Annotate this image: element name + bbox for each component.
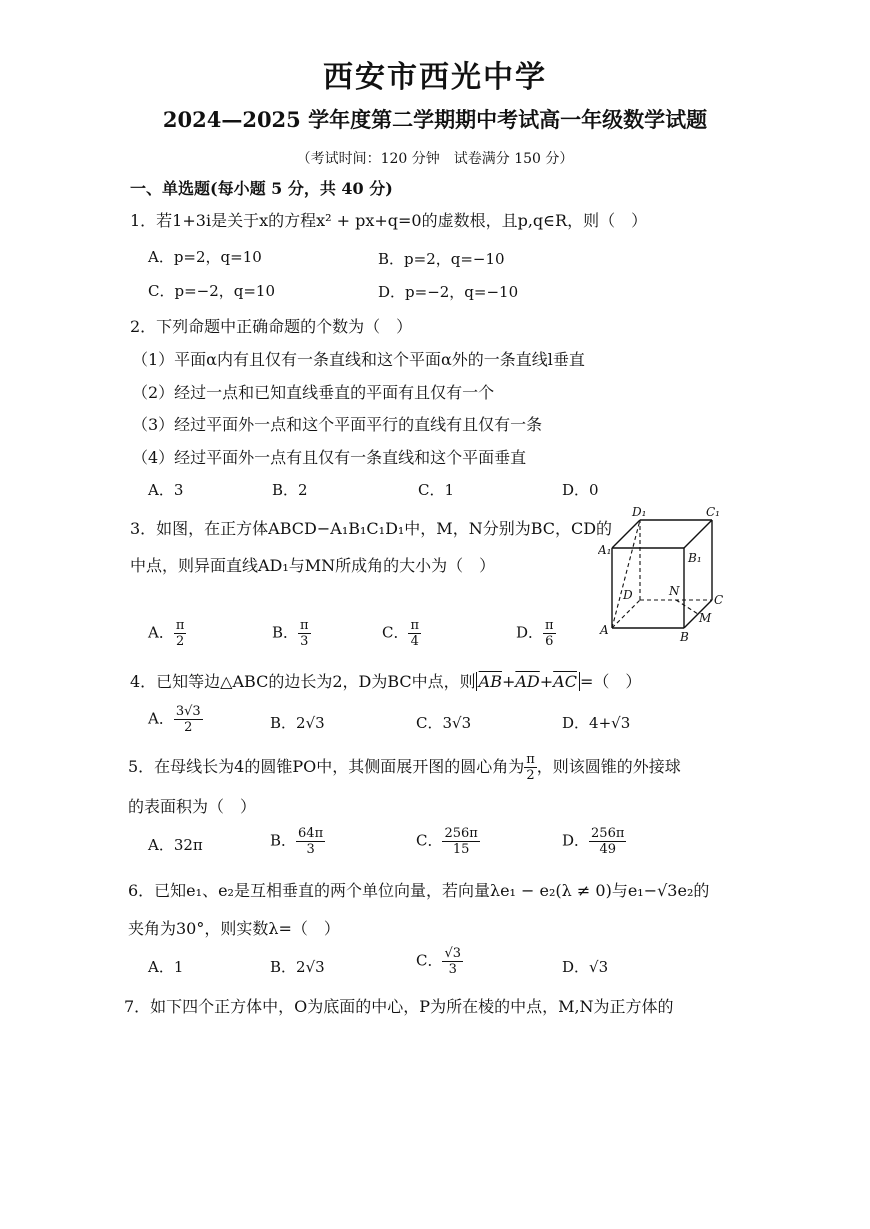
q6-option-d: D．√3 (562, 958, 609, 976)
q3-option-d (516, 618, 556, 649)
q3-option-b (272, 618, 311, 649)
q4-vector-ac: $\overline{AC}$ (553, 672, 577, 691)
q6-option-c-letter: C． (416, 951, 443, 970)
q3-option-a-letter: A． (148, 623, 174, 642)
q1-option-c: C．p=−2，q=10 (148, 282, 276, 300)
q5-option-d-fraction (589, 826, 626, 857)
q6-stem-line1: 6．已知e₁、e₂是互相垂直的两个单位向量，若向量λe₁ − e₂(λ ≠ 0)与e₁−√3e₂的 (128, 881, 710, 900)
q5-option-d (562, 826, 626, 857)
label-n: N (669, 584, 680, 598)
exam-info: （考试时间：120 分钟 试卷满分 150 分） (296, 151, 574, 167)
q3-option-c-fraction (408, 618, 421, 649)
q3-option-c-num: π (410, 618, 420, 633)
q2-stem: 2．下列命题中正确命题的个数为（ ） (130, 317, 413, 336)
q3-stem-line2: 中点，则异面直线AD₁与MN所成角的大小为（ ） (130, 556, 496, 575)
q2-item-3: （3）经过平面外一点和这个平面平行的直线有且仅有一条 (132, 415, 543, 434)
q3-stem-line1: 3．如图，在正方体ABCD−A₁B₁C₁D₁中，M，N分别为BC，CD的 (130, 519, 613, 538)
edge-d1a1 (612, 520, 640, 548)
q6-option-c (416, 946, 463, 977)
q5-option-c-num: 256π (444, 826, 478, 841)
edge-b1c1 (684, 520, 712, 548)
q3-option-b-num: π (300, 618, 309, 633)
q5-stem-fraction (524, 752, 537, 783)
q6-option-b: B．2√3 (270, 958, 325, 976)
q2-item-2: （2）经过一点和已知直线垂直的平面有且仅有一个 (132, 383, 495, 402)
q5-stem-suffix: ，则该圆锥的外接球 (536, 757, 681, 776)
q6-option-c-fraction (442, 946, 463, 977)
q5-option-d-letter: D． (562, 831, 590, 850)
q3-option-d-letter: D． (516, 623, 544, 642)
label-a: A (600, 623, 609, 637)
label-a1: A₁ (598, 543, 612, 557)
q5-option-c (416, 826, 480, 857)
q7-stem: 7．如下四个正方体中，O为底面的中心，P为所在棱的中点，M,N为正方体的 (124, 997, 674, 1016)
q3-option-b-fraction (298, 618, 311, 649)
q2-item-4: （4）经过平面外一点有且仅有一条直线和这个平面垂直 (132, 448, 527, 467)
q3-option-c (382, 618, 421, 649)
q5-option-c-fraction (442, 826, 479, 857)
q4-vector-ab: $\overline{AB}$ (478, 672, 502, 691)
q5-option-a: A．32π (148, 836, 203, 854)
q5-stem-line1 (128, 752, 681, 783)
q3-option-b-letter: B． (272, 623, 299, 642)
q4-option-a (148, 704, 203, 735)
label-d1: D₁ (632, 505, 647, 519)
label-c: C (714, 593, 724, 607)
q6-option-a: A．1 (148, 958, 184, 976)
q5-option-c-den: 15 (452, 842, 470, 857)
q5-option-b-letter: B． (270, 831, 297, 850)
q5-option-d-num: 256π (591, 826, 625, 841)
q5-option-c-letter: C． (416, 831, 443, 850)
q1-stem: 1．若1+3i是关于x的方程x² + px+q=0的虚数根，且p,q∈R，则（ ） (130, 211, 648, 230)
edge-ad-hidden (612, 600, 640, 628)
q3-option-a-num: π (175, 618, 185, 633)
q5-option-d-den: 49 (599, 842, 616, 857)
q3-option-b-den: 3 (300, 634, 309, 649)
q2-option-a: A．3 (148, 481, 184, 499)
label-d: D (623, 588, 633, 602)
q6-option-c-den: 3 (448, 962, 457, 977)
school-title: 西安市西光中学 (323, 60, 547, 95)
q1-option-b: B．p=2，q=−10 (378, 250, 505, 268)
q5-stem-den: 2 (526, 768, 535, 783)
q4-vector-magnitude: $\overline{AB}+\overline{AD}+\overline{AC}$ (476, 672, 580, 691)
q4-stem-suffix: =（ ） (579, 672, 642, 691)
label-m: M (699, 611, 712, 625)
q1-option-a: A．p=2，q=10 (148, 248, 262, 266)
q3-option-a (148, 618, 186, 649)
q4-stem (130, 669, 641, 692)
q3-option-c-letter: C． (382, 623, 409, 642)
segment-mn (676, 600, 698, 614)
q4-option-a-num: 3√3 (175, 704, 201, 719)
q2-item-1: （1）平面α内有且仅有一条直线和这个平面α外的一条直线l垂直 (132, 350, 585, 369)
label-b1: B₁ (688, 551, 702, 565)
q4-option-d: D．4+√3 (562, 714, 631, 732)
label-c1: C₁ (706, 505, 720, 519)
q5-stem-line2: 的表面积为（ ） (128, 797, 257, 816)
q3-option-c-den: 4 (410, 634, 419, 649)
q6-option-c-num: √3 (444, 946, 462, 961)
q4-vector-ad: $\overline{AD}$ (515, 672, 540, 691)
q4-stem-prefix: 4．已知等边△ABC的边长为2，D为BC中点，则 (130, 672, 476, 691)
segment-ad1 (612, 520, 640, 628)
label-b: B (680, 630, 689, 644)
q5-option-b-num: 64π (298, 826, 324, 841)
q3-option-d-fraction (543, 618, 556, 649)
q5-stem-num: π (526, 752, 535, 767)
q3-option-a-den: 2 (175, 634, 185, 649)
q2-option-b: B．2 (272, 481, 308, 499)
q4-option-b: B．2√3 (270, 714, 325, 732)
q5-option-b-fraction (296, 826, 325, 857)
q4-option-a-den: 2 (184, 720, 193, 735)
q6-stem-line2: 夹角为30°，则实数λ=（ ） (128, 919, 340, 938)
q1-option-d: D．p=−2，q=−10 (378, 283, 519, 301)
exam-title: 2024—2025 学年度第二学期期中考试高一年级数学试题 (162, 107, 708, 132)
q3-option-d-num: π (545, 618, 554, 633)
q4-option-c: C．3√3 (416, 714, 472, 732)
q5-option-b (270, 826, 325, 857)
q3-option-a-fraction (174, 618, 187, 649)
cube-figure (598, 504, 728, 644)
q5-stem-prefix: 5．在母线长为4的圆锥PO中，其侧面展开图的圆心角为 (128, 757, 525, 776)
q4-option-a-letter: A． (148, 709, 174, 728)
q4-option-a-fraction (174, 704, 203, 735)
q2-option-d: D．0 (562, 481, 599, 499)
section-heading: 一、单选题(每小题 5 分，共 40 分) (130, 179, 393, 198)
q5-option-b-den: 3 (306, 842, 315, 857)
q3-option-d-den: 6 (545, 634, 554, 649)
q2-option-c: C．1 (418, 481, 455, 499)
